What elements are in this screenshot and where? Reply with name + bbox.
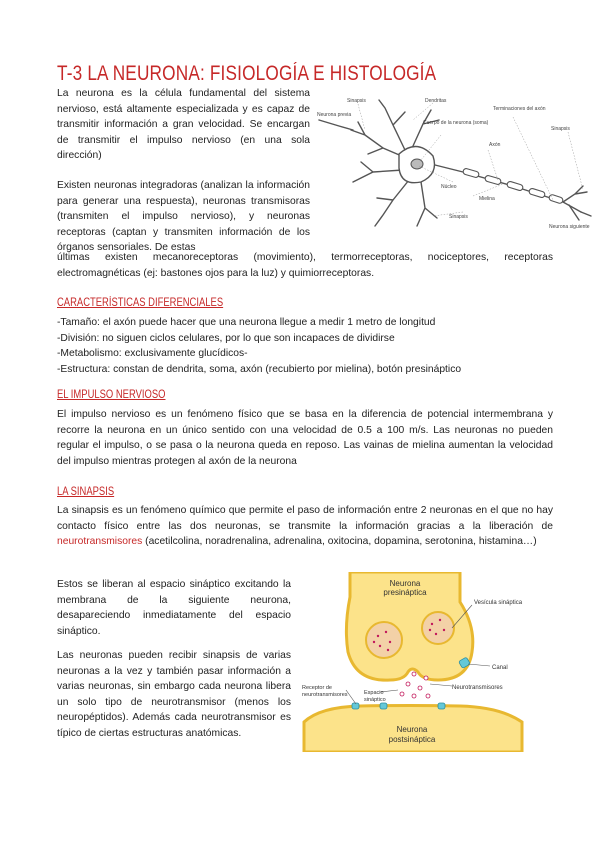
neuron-label-axon: Axón [489, 142, 501, 148]
neuron-diagram [313, 90, 595, 240]
label-canal: Canal [492, 665, 508, 671]
label-receptor-2: neurotransmisores [302, 692, 348, 698]
sinapsis-paragraph-2: Estos se liberan al espacio sináptico excitando la membrana de la siguiente neurona, desapareciendo inmediatamente del espacio sináptico. [57, 579, 291, 637]
neuron-label-mielina: Mielina [479, 196, 495, 202]
neuron-label-neurona-previa: Neurona previa [317, 112, 352, 118]
intro-paragraph-2-continued: últimas existen mecanoreceptoras (movimiento), termorreceptoras, nociceptores, receptoras electromagnéticas (ej: bastones ojos para la luz) y quimiorreceptoras. [57, 252, 553, 279]
label-espacio-1: Espacio [364, 690, 384, 696]
neuron-label-dendritas: Dendritas [425, 98, 447, 104]
list-item: -Estructura: constan de dendrita, soma, axón (recubierto por mielina), botón presináptico [57, 363, 462, 375]
neuron-label-nucleo: Núcleo [441, 184, 457, 190]
neuron-label-sinapsis-1: Sinapsis [347, 98, 366, 104]
section-heading-impulso: EL IMPULSO NERVIOSO [57, 389, 166, 401]
neuron-label-soma: Cuerpo de la neurona (soma) [423, 120, 489, 126]
label-neurotransmisores: Neurotransmisores [452, 685, 503, 691]
label-post-2: postsináptica [388, 735, 436, 744]
label-espacio-2: sináptico [364, 697, 386, 703]
list-item: -División: no siguen ciclos celulares, por lo que son incapaces de dividirse [57, 332, 395, 344]
neurotransmisores-highlight: neurotransmisores [57, 536, 143, 547]
label-receptor-1: Receptor de [302, 685, 332, 691]
neuron-label-terminaciones: Terminaciones del axón [493, 106, 546, 112]
section-heading-sinapsis: LA SINAPSIS [57, 486, 115, 498]
neuron-label-sinapsis-2: Sinapsis [551, 126, 570, 132]
neuron-label-neurona-siguiente: Neurona siguiente [549, 224, 590, 230]
neuron-label-sinapsis-3: Sinapsis [449, 214, 468, 220]
synapse-diagram [300, 572, 532, 752]
label-pre-2: presináptica [383, 588, 427, 597]
intro-paragraph-1: La neurona es la célula fundamental del sistema nervioso, está altamente especializada y es capaz de transmitir información a gran velocidad. Se encargan de transmitir el impulso nervioso (en una sola dirección) [57, 88, 310, 161]
intro-paragraph-2: Existen neuronas integradoras (analizan la información para generar una respuesta), neuronas transmisoras (transmiten el impulso nervioso), y neuronas receptoras (captan y transmiten información de los órganos sensoriales. De estas [57, 180, 310, 253]
page-title: T-3 LA NEURONA: FISIOLOGÍA E HISTOLOGÍA [57, 62, 437, 85]
label-vesicula: Vesícula sináptica [474, 600, 523, 606]
list-item: -Metabolismo: exclusivamente glucídicos- [57, 348, 248, 359]
sinapsis-paragraph-3: Las neuronas pueden recibir sinapsis de varias neuronas a la vez y también pasar información a varias neuronas, sin embargo cada neurona libera un solo tipo de neurotransmisor (menos los neuropéptidos). Además cada neurotransmisor es típico de ciertas estructuras anatómicas. [57, 650, 291, 739]
list-item: -Tamaño: el axón puede hacer que una neurona llegue a medir 1 metro de longitud [57, 317, 436, 328]
sinapsis-paragraph-1: La sinapsis es un fenómeno químico que permite el paso de información entre 2 neuronas en el que no hay contacto físico entre las dos neuronas, se transmite la información gracias a la liberación de neurotransmisores (acetilcolina, noradrenalina, adrenalina, oxitocina, dopamina, serotonina, histamina…) [57, 505, 553, 547]
impulso-paragraph: El impulso nervioso es un fenómeno físico que se basa en la diferencia de potencial intermembrana y recorre la neurona en un único sentido con una velocidad de 0.5 a 100 m/s. Las neuronas no pueden regular el impulso, o se pasa o la neurona queda en reposo. Las vainas de mielina aumentan la velocidad del impulso mientras protegen al axón de la neurona [57, 409, 553, 467]
label-pre-1: Neurona [389, 579, 421, 588]
section-heading-caracteristicas: CARACTERÍSTICAS DIFERENCIALES [57, 297, 224, 309]
label-post-1: Neurona [396, 725, 428, 734]
